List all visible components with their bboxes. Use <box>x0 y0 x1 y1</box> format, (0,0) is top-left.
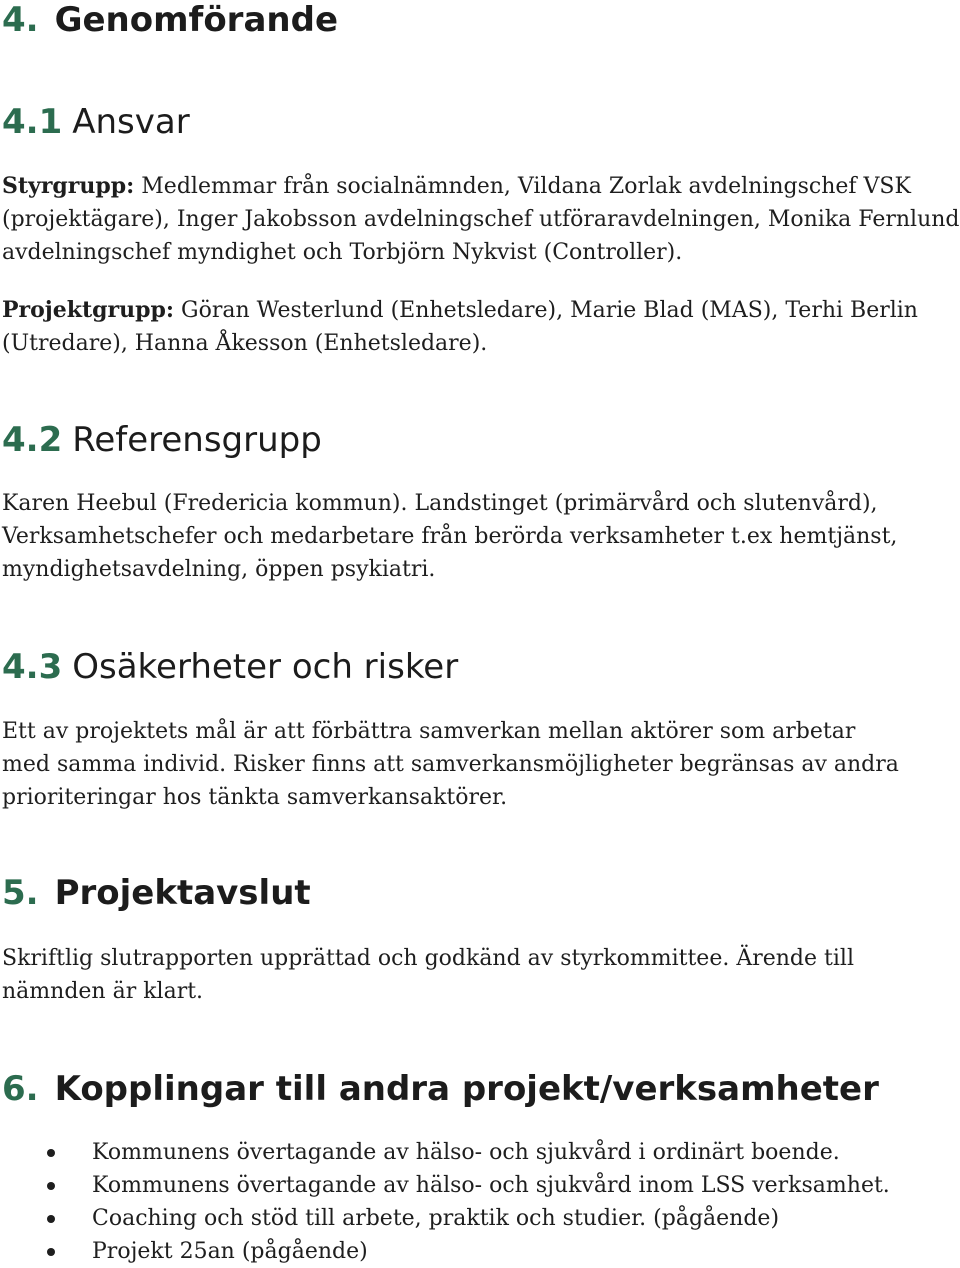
heading-title: Genomförande <box>54 0 338 40</box>
heading-number: 5. <box>2 873 39 913</box>
list-item-text: Coaching och stöd till arbete, praktik och studier. (pågående) <box>92 1206 780 1231</box>
heading-title: Kopplingar till andra projekt/verksamheter <box>54 1069 879 1109</box>
heading-section-4-2 <box>2 420 960 460</box>
heading-title: Referensgrupp <box>72 420 322 460</box>
heading-section-4 <box>2 0 960 40</box>
heading-number: 6. <box>2 1069 39 1109</box>
bullet-icon <box>47 1248 55 1256</box>
list-item <box>0 1235 890 1268</box>
heading-section-4-1 <box>2 102 960 142</box>
heading-title: Projektavslut <box>54 873 311 913</box>
bullet-icon <box>47 1215 55 1223</box>
heading-section-6 <box>2 1069 960 1109</box>
kopplingar-list <box>0 1136 890 1268</box>
list-item <box>0 1202 890 1235</box>
projektgrupp-text: Göran Westerlund (Enhetsledare), Marie Blad (MAS), Terhi Berlin (Utredare), Hanna Åkesson (Enhetsledare). <box>2 298 918 356</box>
list-item <box>0 1169 890 1202</box>
heading-number: 4. <box>2 0 39 40</box>
heading-number: 4.3 <box>2 647 63 687</box>
list-item-text: Kommunens övertagande av hälso- och sjukvård i ordinärt boende. <box>92 1140 840 1165</box>
projektgrupp-label: Projektgrupp: <box>2 297 175 323</box>
heading-number: 4.2 <box>2 420 63 460</box>
bullet-icon <box>47 1182 55 1190</box>
styrgrupp-text: Medlemmar från socialnämnden, Vildana Zorlak avdelningschef VSK (projektägare), Inger Jakobsson avdelningschef utföraravdelningen, Monika Fernlund avdelningschef myndighet och Torbjörn Nykvist (Controller). <box>2 174 960 265</box>
referensgrupp-paragraph: Karen Heebul (Fredericia kommun). Landstinget (primärvård och slutenvård), Verksamhetschefer och medarbetare från berörda verksamheter t.ex hemtjänst, myndighetsavdelning, öppen psykiatri. <box>2 491 898 582</box>
bullet-icon <box>47 1149 55 1157</box>
heading-title: Osäkerheter och risker <box>72 647 459 687</box>
risker-paragraph: Ett av projektets mål är att förbättra samverkan mellan aktörer som arbetar med samma individ. Risker finns att samverkansmöjligheter begränsas av andra prioriteringar hos tänkta samverkansaktörer. <box>2 719 899 810</box>
styrgrupp-paragraph <box>2 170 960 269</box>
heading-title: Ansvar <box>72 102 190 142</box>
styrgrupp-label: Styrgrupp: <box>2 173 135 199</box>
projektavslut-paragraph: Skriftlig slutrapporten upprättad och godkänd av styrkommittee. Ärende till nämnden är klart. <box>2 946 854 1004</box>
heading-section-5 <box>2 873 960 913</box>
list-item-text: Kommunens övertagande av hälso- och sjukvård inom LSS verksamhet. <box>92 1173 890 1198</box>
heading-number: 4.1 <box>2 102 63 142</box>
list-item <box>0 1136 890 1169</box>
projektgrupp-paragraph <box>2 294 942 360</box>
list-item-text: Projekt 25an (pågående) <box>92 1239 368 1264</box>
heading-section-4-3 <box>2 647 960 687</box>
